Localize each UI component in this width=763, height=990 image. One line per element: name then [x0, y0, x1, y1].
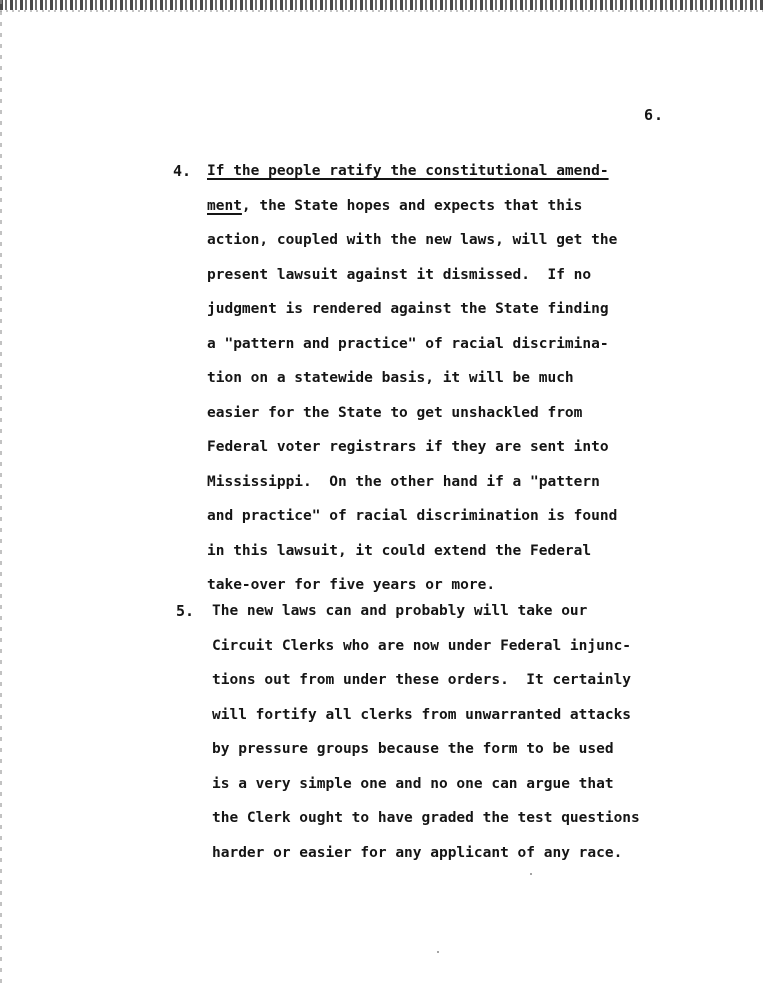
line-text: by pressure groups because the form to be used: [212, 741, 614, 757]
text-line: [207, 534, 617, 569]
underlined-text: If the people ratify the constitutional amend-: [207, 163, 609, 179]
line-text: in this lawsuit, it could extend the Federal: [207, 542, 592, 559]
list-item: [212, 594, 640, 870]
text-line: [207, 292, 617, 327]
item-number: 5.: [176, 602, 195, 620]
line-text: easier for the State to get unshackled from: [207, 404, 583, 421]
line-text: judgment is rendered against the State finding: [207, 301, 609, 317]
line-text: present lawsuit against it dismissed. If no: [207, 266, 592, 283]
text-line: [212, 663, 640, 698]
text-line: [207, 396, 617, 431]
underlined-text: ment: [207, 197, 242, 214]
text-line: [207, 361, 617, 396]
line-text: action, coupled with the new laws, will get the: [207, 232, 618, 248]
item-number: 4.: [173, 162, 192, 180]
text-line: [212, 698, 640, 733]
scan-speck: [530, 873, 532, 875]
text-line: [207, 465, 617, 500]
text-line: [207, 327, 617, 362]
page-number: 6.: [644, 106, 665, 124]
text-line: [207, 499, 617, 534]
line-text: The new laws can and probably will take our: [212, 603, 588, 619]
list-item: [207, 154, 617, 603]
line-text: tions out from under these orders. It certainly: [212, 672, 632, 688]
line-text: harder or easier for any applicant of any race.: [212, 844, 623, 861]
text-line: [207, 223, 617, 258]
line-text: take-over for five years or more.: [207, 577, 496, 593]
scan-top-edge: [0, 0, 763, 10]
line-text: Federal voter registrars if they are sent into: [207, 439, 609, 455]
line-text: tion on a statewide basis, it will be much: [207, 370, 574, 386]
text-line: [207, 189, 617, 224]
text-line: [212, 594, 640, 629]
line-text: and practice" of racial discrimination is found: [207, 508, 618, 524]
line-text: Mississippi. On the other hand if a "pattern: [207, 473, 600, 490]
line-text: Circuit Clerks who are now under Federal injunc-: [212, 637, 632, 654]
text-line: [212, 629, 640, 664]
line-text: is a very simple one and no one can argue that: [212, 775, 614, 792]
text-line: [212, 801, 640, 836]
text-line: [207, 258, 617, 293]
scan-speck: [437, 951, 439, 953]
scan-left-edge: [0, 0, 2, 990]
line-text: the Clerk ought to have graded the test questions: [212, 810, 640, 826]
text-line: [207, 430, 617, 465]
text-line: [212, 767, 640, 802]
line-text: , the State hopes and expects that this: [241, 197, 583, 214]
text-line: [212, 836, 640, 871]
text-line: [207, 154, 617, 189]
text-line: [212, 732, 640, 767]
line-text: will fortify all clerks from unwarranted attacks: [212, 706, 632, 723]
line-text: a "pattern and practice" of racial discrimina-: [207, 335, 609, 352]
